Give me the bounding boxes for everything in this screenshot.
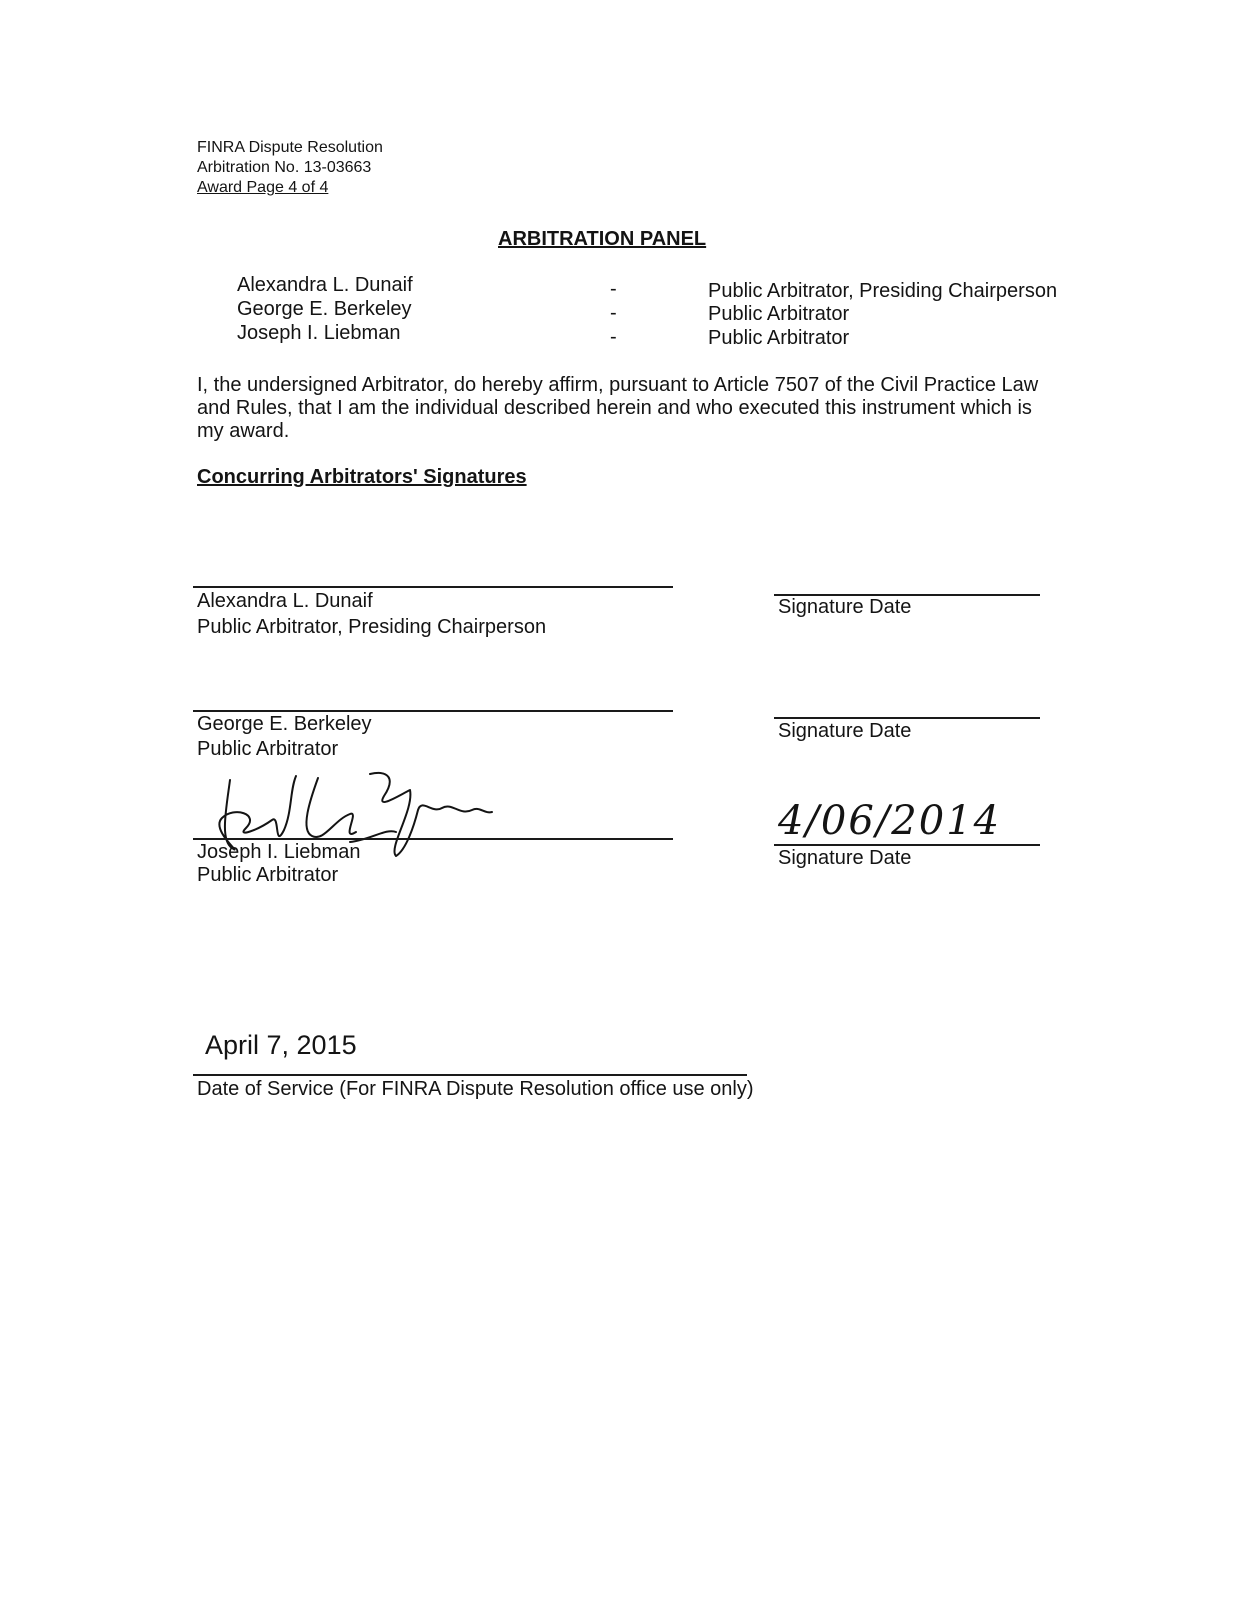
panel-member-name: Joseph I. Liebman <box>237 322 401 344</box>
header-case-number: Arbitration No. 13-03663 <box>197 159 372 176</box>
panel-title: ARBITRATION PANEL <box>498 228 707 250</box>
signer-title: Public Arbitrator <box>197 864 339 886</box>
signatures-heading: Concurring Arbitrators' Signatures <box>197 466 527 488</box>
header-org: FINRA Dispute Resolution <box>197 139 383 156</box>
panel-member-dash: - <box>610 278 617 300</box>
service-date: April 7, 2015 <box>205 1030 357 1060</box>
handwritten-signature-date: 4/06/2014 <box>778 798 1002 844</box>
panel-member-role: Public Arbitrator, Presiding Chairperson <box>708 280 1058 302</box>
signature-date-label: Signature Date <box>778 847 912 869</box>
signer-name: Joseph I. Liebman <box>197 841 361 863</box>
affirmation-text: I, the undersigned Arbitrator, do hereby affirm, pursuant to Article 7507 of the Civil Practice Law and Rules, that I am the individual described herein and who executed this instrument which is my award. <box>197 374 1039 442</box>
panel-member-role: Public Arbitrator <box>708 303 850 325</box>
signature-date-label: Signature Date <box>778 596 912 618</box>
panel-member-role: Public Arbitrator <box>708 327 850 349</box>
signer-name: Alexandra L. Dunaif <box>197 590 373 612</box>
signature-date-label: Signature Date <box>778 720 912 742</box>
panel-member-name: Alexandra L. Dunaif <box>237 274 413 296</box>
signer-name: George E. Berkeley <box>197 713 372 735</box>
panel-member-dash: - <box>610 302 617 324</box>
signature-line <box>193 586 673 588</box>
signer-title: Public Arbitrator <box>197 738 339 760</box>
service-date-line <box>193 1074 747 1076</box>
signer-title: Public Arbitrator, Presiding Chairperson <box>197 616 547 638</box>
panel-member-dash: - <box>610 326 617 348</box>
panel-member-name: George E. Berkeley <box>237 298 412 320</box>
header-page-ref: Award Page 4 of 4 <box>197 179 329 196</box>
service-date-label: Date of Service (For FINRA Dispute Resolution office use only) <box>197 1078 754 1100</box>
